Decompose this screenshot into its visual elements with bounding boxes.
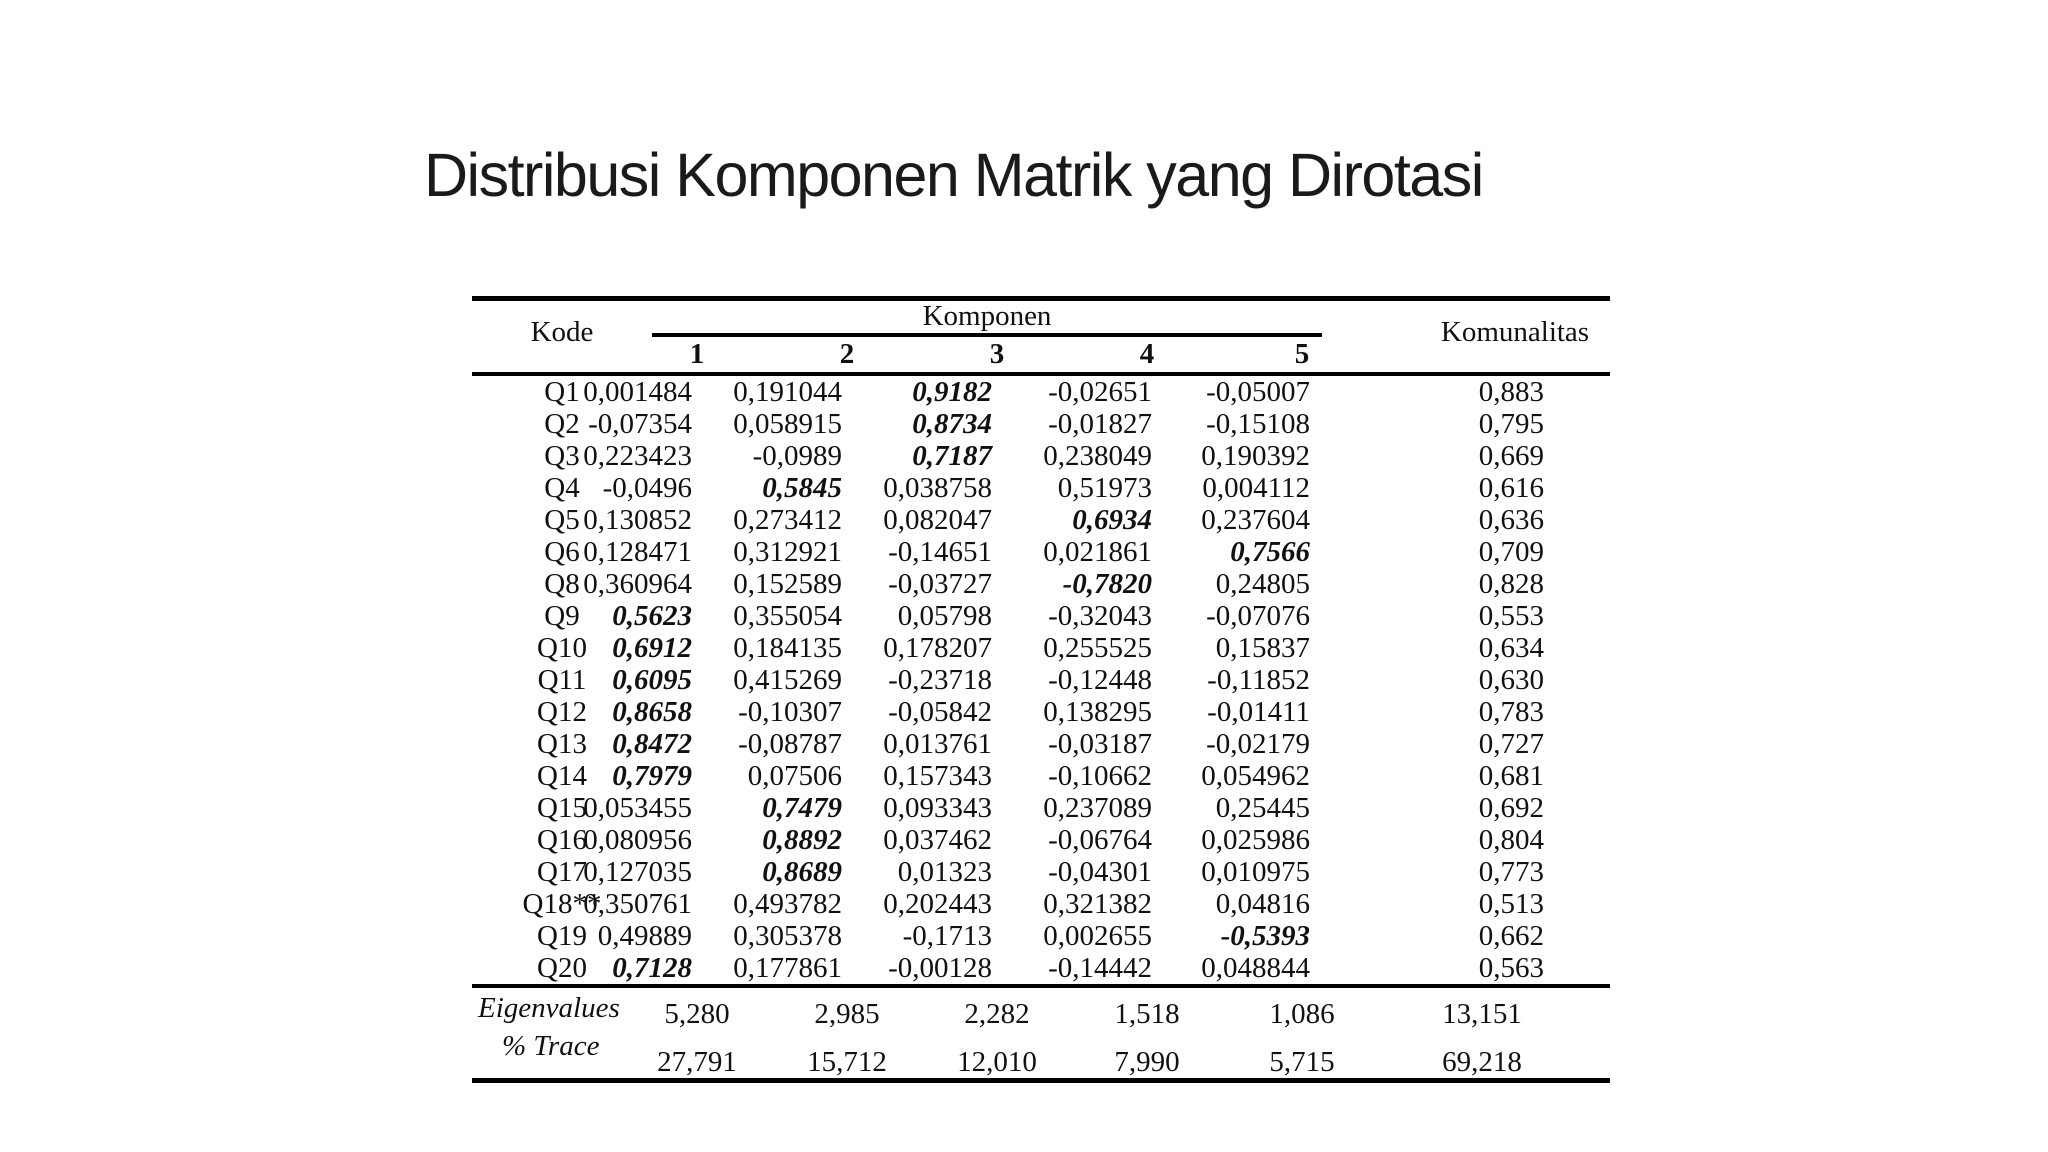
loading-component-3: -0,14651 [888, 536, 992, 568]
table-row [472, 792, 1610, 824]
eigenvalues-label: Eigenvalues [478, 992, 620, 1024]
loading-component-4: 0,238049 [1043, 440, 1152, 472]
loading-component-2: 0,152589 [733, 568, 842, 600]
table-row [472, 408, 1610, 440]
loading-component-4: 0,51973 [1057, 472, 1152, 504]
table-bottom-rule [472, 1078, 1610, 1083]
komunalitas-value: 0,553 [1478, 600, 1544, 632]
trace-5: 5,715 [1269, 1046, 1335, 1078]
loading-component-2: 0,305378 [733, 920, 842, 952]
eigen-1: 5,280 [664, 998, 730, 1030]
row-code: Q9 [544, 600, 580, 632]
row-code: Q5 [544, 504, 580, 536]
loading-component-1: 0,49889 [597, 920, 692, 952]
header-component-5: 5 [1294, 338, 1310, 370]
loading-component-5: -0,07076 [1206, 600, 1310, 632]
loading-component-5: 0,025986 [1201, 824, 1310, 856]
komunalitas-value: 0,783 [1478, 696, 1544, 728]
table-row [472, 952, 1610, 984]
loading-component-2: 0,273412 [733, 504, 842, 536]
trace-total: 69,218 [1442, 1046, 1522, 1078]
table-row [472, 824, 1610, 856]
loading-component-3: -0,05842 [888, 696, 992, 728]
row-code: Q20 [537, 952, 587, 984]
table-row [472, 888, 1610, 920]
loading-component-3: 0,157343 [883, 760, 992, 792]
loading-component-5: 0,237604 [1201, 504, 1310, 536]
loading-component-3: 0,038758 [883, 472, 992, 504]
loading-component-2: 0,493782 [733, 888, 842, 920]
table-row [472, 600, 1610, 632]
loading-component-3: -0,23718 [888, 664, 992, 696]
table-row [472, 472, 1610, 504]
loading-component-5: 0,25445 [1215, 792, 1310, 824]
loading-component-5: 0,190392 [1201, 440, 1310, 472]
loading-component-1: 0,350761 [583, 888, 692, 920]
loading-component-1: 0,223423 [583, 440, 692, 472]
eigen-3: 2,282 [964, 998, 1030, 1030]
table-row [472, 376, 1610, 408]
loading-component-1: 0,127035 [583, 856, 692, 888]
loading-component-5: 0,7566 [1230, 536, 1310, 568]
row-code: Q4 [544, 472, 580, 504]
loading-component-1: 0,7979 [612, 760, 692, 792]
row-code: Q2 [544, 408, 580, 440]
loading-component-3: 0,082047 [883, 504, 992, 536]
loading-component-2: 0,5845 [762, 472, 842, 504]
eigen-5: 1,086 [1269, 998, 1335, 1030]
trace-2: 15,712 [807, 1046, 887, 1078]
loading-component-4: 0,255525 [1043, 632, 1152, 664]
row-code: Q15 [537, 792, 587, 824]
loading-component-5: 0,15837 [1215, 632, 1310, 664]
loading-component-4: -0,32043 [1048, 600, 1152, 632]
table-row [472, 632, 1610, 664]
table-row [472, 856, 1610, 888]
komunalitas-value: 0,795 [1478, 408, 1544, 440]
trace-label: % Trace [502, 1030, 600, 1062]
row-code: Q6 [544, 536, 580, 568]
loading-component-1: 0,5623 [612, 600, 692, 632]
table-row [472, 664, 1610, 696]
loading-component-4: 0,237089 [1043, 792, 1152, 824]
row-code: Q12 [537, 696, 587, 728]
loading-component-3: -0,1713 [902, 920, 992, 952]
loading-component-4: -0,7820 [1062, 568, 1152, 600]
row-code: Q1 [544, 376, 580, 408]
loading-component-1: -0,0496 [602, 472, 692, 504]
komunalitas-value: 0,669 [1478, 440, 1544, 472]
loading-component-1: 0,080956 [583, 824, 692, 856]
loading-component-2: 0,058915 [733, 408, 842, 440]
table-row [472, 536, 1610, 568]
komunalitas-value: 0,513 [1478, 888, 1544, 920]
loading-component-5: -0,15108 [1206, 408, 1310, 440]
komunalitas-value: 0,727 [1478, 728, 1544, 760]
komunalitas-value: 0,662 [1478, 920, 1544, 952]
loading-component-2: 0,184135 [733, 632, 842, 664]
table-row [472, 760, 1610, 792]
loading-component-4: -0,02651 [1048, 376, 1152, 408]
loading-component-4: -0,14442 [1048, 952, 1152, 984]
header-komunalitas: Komunalitas [1440, 316, 1590, 348]
table-row [472, 728, 1610, 760]
komunalitas-value: 0,804 [1478, 824, 1544, 856]
loading-component-1: 0,130852 [583, 504, 692, 536]
loading-component-2: 0,177861 [733, 952, 842, 984]
loading-component-1: 0,001484 [583, 376, 692, 408]
table-row [472, 440, 1610, 472]
slide-title: Distribusi Komponen Matrik yang Dirotasi [424, 141, 1483, 209]
loading-component-4: 0,021861 [1043, 536, 1152, 568]
row-code: Q16 [537, 824, 587, 856]
row-code: Q18** [522, 888, 602, 920]
loading-component-1: 0,8658 [612, 696, 692, 728]
loading-component-4: 0,002655 [1043, 920, 1152, 952]
komunalitas-value: 0,692 [1478, 792, 1544, 824]
row-code: Q13 [537, 728, 587, 760]
loading-component-1: 0,360964 [583, 568, 692, 600]
loading-component-1: 0,8472 [612, 728, 692, 760]
row-code: Q11 [537, 664, 587, 696]
loading-component-1: 0,6912 [612, 632, 692, 664]
loading-component-3: 0,093343 [883, 792, 992, 824]
header-component-3: 3 [989, 338, 1005, 370]
trace-4: 7,990 [1114, 1046, 1180, 1078]
row-code: Q3 [544, 440, 580, 472]
loading-component-3: 0,013761 [883, 728, 992, 760]
loading-component-4: -0,06764 [1048, 824, 1152, 856]
loading-component-2: 0,7479 [762, 792, 842, 824]
loading-component-3: 0,037462 [883, 824, 992, 856]
loading-component-4: -0,12448 [1048, 664, 1152, 696]
table-row [472, 568, 1610, 600]
table-row [472, 696, 1610, 728]
loading-component-1: -0,07354 [588, 408, 692, 440]
komunalitas-value: 0,634 [1478, 632, 1544, 664]
loading-component-3: -0,00128 [888, 952, 992, 984]
loading-component-3: 0,9182 [912, 376, 992, 408]
header-component-1: 1 [689, 338, 705, 370]
header-component-2: 2 [839, 338, 855, 370]
loading-component-2: 0,415269 [733, 664, 842, 696]
row-code: Q14 [537, 760, 587, 792]
loading-component-2: 0,191044 [733, 376, 842, 408]
row-code: Q19 [537, 920, 587, 952]
loading-component-1: 0,053455 [583, 792, 692, 824]
komunalitas-value: 0,636 [1478, 504, 1544, 536]
loading-component-5: 0,04816 [1215, 888, 1310, 920]
loading-component-2: 0,8689 [762, 856, 842, 888]
loading-component-3: 0,05798 [897, 600, 992, 632]
loading-component-2: 0,355054 [733, 600, 842, 632]
loading-component-5: -0,01411 [1207, 696, 1310, 728]
eigen-2: 2,985 [814, 998, 880, 1030]
loading-component-5: 0,010975 [1201, 856, 1310, 888]
table-row [472, 920, 1610, 952]
loading-component-2: 0,8892 [762, 824, 842, 856]
row-code: Q10 [537, 632, 587, 664]
loading-component-5: 0,048844 [1201, 952, 1310, 984]
loading-component-1: 0,7128 [612, 952, 692, 984]
loading-component-1: 0,128471 [583, 536, 692, 568]
eigen-4: 1,518 [1114, 998, 1180, 1030]
loading-component-5: -0,02179 [1206, 728, 1310, 760]
komunalitas-value: 0,563 [1478, 952, 1544, 984]
komunalitas-value: 0,773 [1478, 856, 1544, 888]
body-bottom-rule [472, 984, 1610, 988]
loading-component-5: 0,24805 [1215, 568, 1310, 600]
loading-component-2: -0,08787 [738, 728, 842, 760]
komunalitas-value: 0,709 [1478, 536, 1544, 568]
trace-1: 27,791 [657, 1046, 737, 1078]
table-row [472, 504, 1610, 536]
header-kode: Kode [530, 316, 594, 348]
header-komponen: Komponen [922, 300, 1052, 332]
loading-component-3: 0,7187 [912, 440, 992, 472]
loading-component-5: 0,054962 [1201, 760, 1310, 792]
loading-component-2: -0,0989 [752, 440, 842, 472]
loading-component-4: -0,04301 [1048, 856, 1152, 888]
komunalitas-value: 0,616 [1478, 472, 1544, 504]
komunalitas-value: 0,883 [1478, 376, 1544, 408]
loading-component-5: 0,004112 [1202, 472, 1310, 504]
loading-component-1: 0,6095 [612, 664, 692, 696]
loading-component-3: 0,178207 [883, 632, 992, 664]
loading-component-2: 0,312921 [733, 536, 842, 568]
loading-component-5: -0,11852 [1207, 664, 1310, 696]
loading-component-4: -0,03187 [1048, 728, 1152, 760]
komunalitas-value: 0,828 [1478, 568, 1544, 600]
eigen-total: 13,151 [1442, 998, 1522, 1030]
loading-component-5: -0,5393 [1220, 920, 1310, 952]
row-code: Q8 [544, 568, 580, 600]
loading-component-3: 0,202443 [883, 888, 992, 920]
loading-component-2: 0,07506 [747, 760, 842, 792]
trace-3: 12,010 [957, 1046, 1037, 1078]
loading-component-4: -0,01827 [1048, 408, 1152, 440]
loading-component-4: 0,321382 [1043, 888, 1152, 920]
loading-component-4: 0,138295 [1043, 696, 1152, 728]
loading-component-4: 0,6934 [1072, 504, 1152, 536]
komunalitas-value: 0,630 [1478, 664, 1544, 696]
loading-component-5: -0,05007 [1206, 376, 1310, 408]
row-code: Q17 [537, 856, 587, 888]
komponen-underline [652, 333, 1322, 337]
loading-component-4: -0,10662 [1048, 760, 1152, 792]
table-body [472, 376, 1610, 984]
loading-component-3: 0,8734 [912, 408, 992, 440]
header-component-4: 4 [1139, 338, 1155, 370]
loading-component-3: -0,03727 [888, 568, 992, 600]
loading-component-3: 0,01323 [897, 856, 992, 888]
loading-component-2: -0,10307 [738, 696, 842, 728]
komunalitas-value: 0,681 [1478, 760, 1544, 792]
